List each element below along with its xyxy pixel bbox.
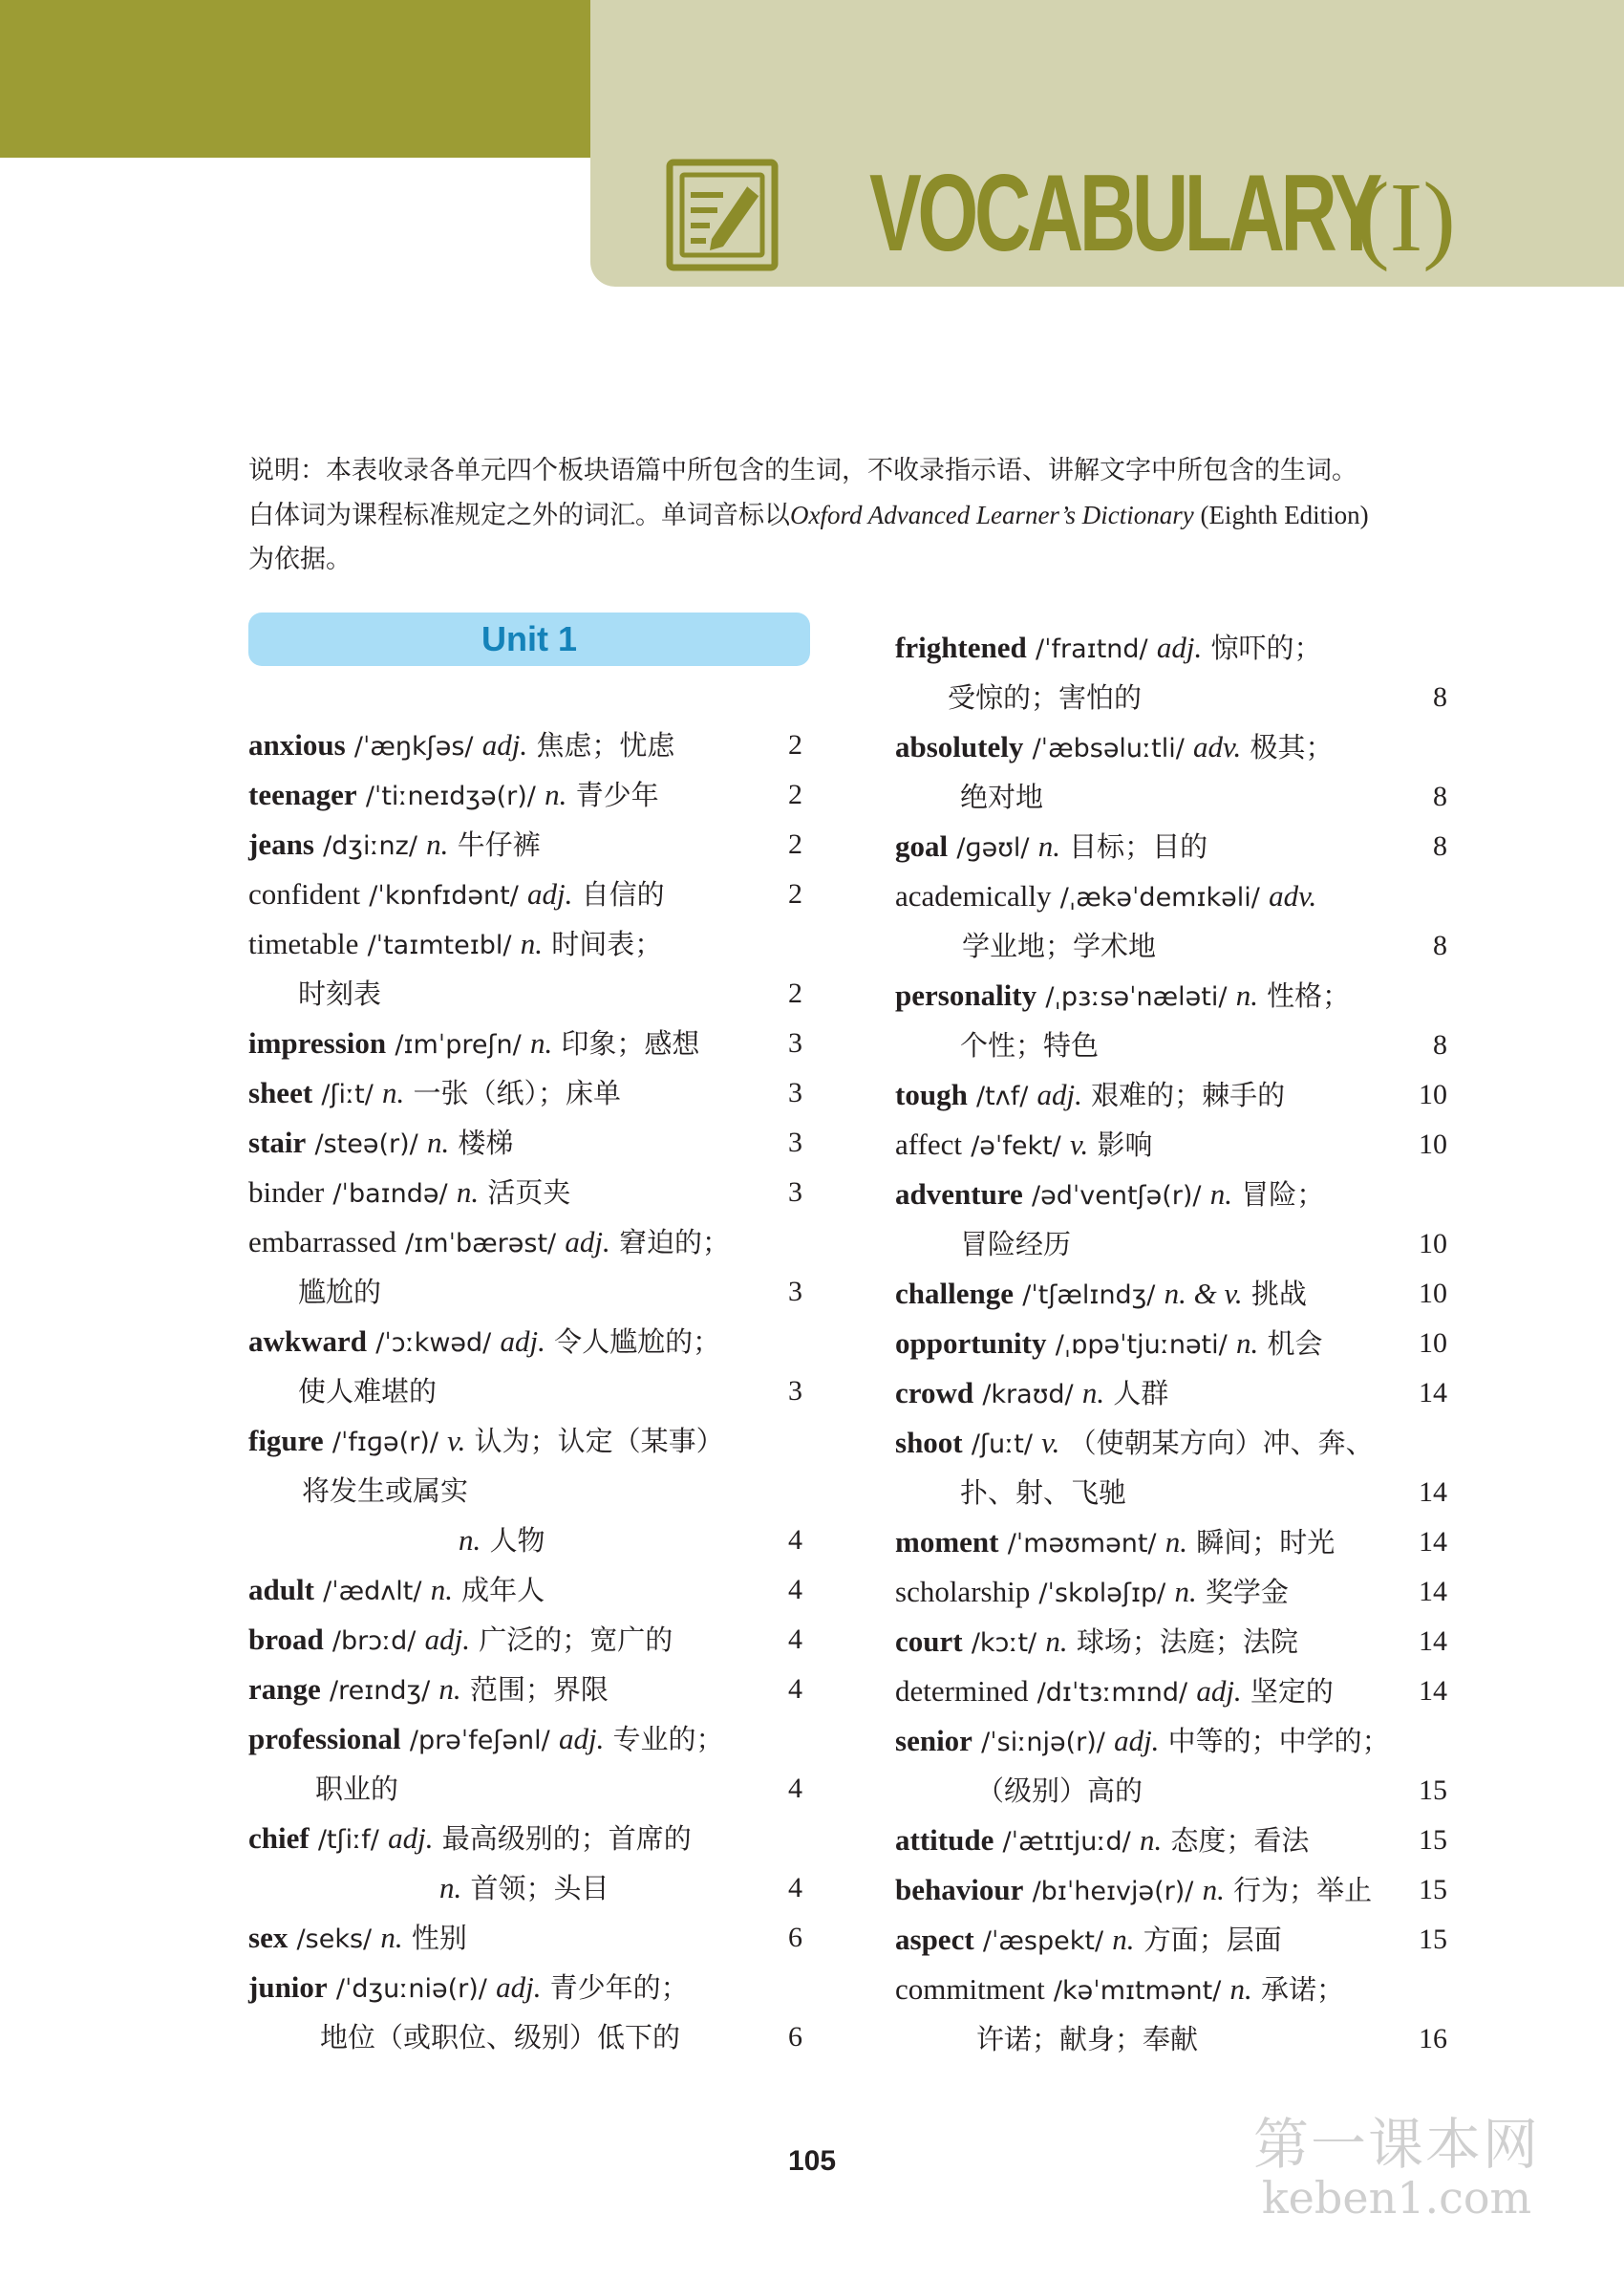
page-ref: 2: [788, 729, 802, 761]
headword: broad: [248, 1623, 324, 1656]
gloss: 目标；目的: [1069, 830, 1208, 863]
vocab-entry: [248, 1168, 802, 1217]
vocab-entry: [248, 1565, 802, 1615]
phonetic: /kəˈmɪtmənt/: [1053, 1976, 1222, 2006]
phonetic: /ˈæŋkʃəs/: [353, 732, 474, 762]
phonetic: /seks/: [296, 1924, 373, 1954]
headword: awkward: [248, 1324, 368, 1358]
headword: affect: [895, 1128, 962, 1161]
part-of-speech: adj.: [496, 1970, 542, 2004]
gloss: 扑、射、飞驰: [960, 1476, 1127, 1509]
phonetic: /tʃiːf/: [317, 1825, 379, 1855]
phonetic: /kraʊd/: [982, 1380, 1074, 1409]
gloss: 冒险经历: [960, 1228, 1072, 1260]
page-title: [869, 151, 1456, 285]
page-ref: 14: [1419, 1576, 1447, 1607]
gloss: （级别）高的: [976, 1774, 1143, 1807]
vocab-entry: [248, 1118, 802, 1168]
part-of-speech: n.: [1202, 1873, 1225, 1906]
phonetic: /reɪndʒ/: [329, 1676, 431, 1706]
gloss: 极其；: [1250, 731, 1334, 763]
phonetic: /ˈædʌlt/: [323, 1577, 422, 1606]
gloss: 窘迫的；: [618, 1226, 730, 1258]
gloss: 一张（纸）；床单: [413, 1077, 622, 1109]
page-ref: 4: [788, 1524, 802, 1556]
notes-line-2-a: 白体词为课程标准规定之外的词汇。单词音标以: [248, 501, 790, 530]
headword: commitment: [895, 1972, 1045, 2006]
notes-line-2-c: (Eighth Edition): [1193, 501, 1369, 529]
part-of-speech: n.: [1165, 1525, 1187, 1559]
page-ref: 8: [1433, 1029, 1447, 1061]
vocab-entry-continuation: [248, 2012, 802, 2062]
vocab-column-right: [895, 623, 1447, 2064]
page-ref: 16: [1419, 2023, 1447, 2054]
gloss: 专业的；: [612, 1723, 724, 1755]
page-ref: 3: [788, 1276, 802, 1307]
vocab-entry: [248, 1665, 802, 1714]
page-ref: 14: [1419, 1476, 1447, 1508]
vocab-entry: [248, 1317, 802, 1366]
vocab-entry: [895, 971, 1447, 1021]
gloss: 受惊的；害怕的: [948, 681, 1143, 714]
vocab-entry: [248, 1416, 802, 1466]
part-of-speech: n.: [1037, 829, 1060, 863]
gloss: 态度；看法: [1170, 1824, 1310, 1857]
vocab-entry-continuation: [248, 1267, 802, 1317]
headword: challenge: [895, 1277, 1014, 1310]
phonetic: /dʒiːnz/: [323, 831, 417, 861]
vocab-entry: [248, 1217, 802, 1267]
part-of-speech: adj.: [1036, 1078, 1082, 1111]
gloss: 人物: [489, 1524, 545, 1557]
page-ref: 8: [1433, 930, 1447, 961]
page-ref: 3: [788, 1375, 802, 1407]
part-of-speech: v.: [1070, 1128, 1089, 1161]
vocab-entry: [895, 871, 1447, 921]
gloss: 方面；层面: [1143, 1924, 1282, 1956]
part-of-speech: adj.: [500, 1324, 545, 1358]
page-ref: 3: [788, 1027, 802, 1059]
phonetic: /ɪmˈbærəst/: [405, 1229, 557, 1258]
phonetic: /ɪmˈpreʃn/: [395, 1030, 522, 1060]
part-of-speech: adv.: [1193, 730, 1242, 763]
part-of-speech: n.: [1235, 1326, 1259, 1360]
page-ref: 14: [1419, 1526, 1447, 1558]
gloss: 自信的: [581, 878, 665, 911]
phonetic: /kɔːt/: [971, 1628, 1037, 1658]
watermark-url: keben1.com: [1261, 2172, 1532, 2224]
phonetic: /ˈdʒuːniə(r)/: [335, 1974, 487, 2004]
part-of-speech: n.: [1112, 1923, 1135, 1956]
page-ref: 6: [788, 2021, 802, 2053]
phonetic: /ədˈventʃə(r)/: [1031, 1181, 1202, 1211]
part-of-speech: n.: [439, 1871, 462, 1904]
part-of-speech: adv.: [1269, 879, 1317, 913]
watermark-cn: 第一课本网: [1253, 2112, 1541, 2177]
gloss: 个性；特色: [960, 1029, 1100, 1062]
vocab-entry: [895, 1617, 1447, 1666]
phonetic: /əˈfekt/: [971, 1131, 1061, 1161]
vocab-entry: [248, 1019, 802, 1068]
title-numeral: (I): [1357, 162, 1456, 272]
page-ref: 2: [788, 779, 802, 810]
headword: court: [895, 1624, 963, 1658]
part-of-speech: v.: [447, 1424, 466, 1457]
part-of-speech: n.: [1174, 1575, 1197, 1608]
vocab-entry: [248, 820, 802, 870]
gloss: 承诺；: [1261, 1973, 1345, 2006]
vocab-entry: [895, 1319, 1447, 1368]
part-of-speech: n.: [1081, 1376, 1105, 1409]
headword: shoot: [895, 1426, 963, 1459]
unit-label: Unit 1: [481, 619, 577, 658]
vocab-entry: [248, 1615, 802, 1665]
vocab-entry: [248, 870, 802, 919]
gloss: 学业地；学术地: [962, 930, 1157, 962]
watermark: [1253, 2112, 1541, 2224]
vocab-entry-continuation: [895, 673, 1447, 722]
gloss: 许诺；献身；奉献: [976, 2023, 1199, 2055]
phonetic: /ˈsiːnjə(r)/: [981, 1728, 1105, 1757]
page-ref: 4: [788, 1574, 802, 1605]
gloss: （使朝某方向）冲、奔、: [1068, 1427, 1374, 1459]
vocab-entry: [248, 1714, 802, 1764]
headword: figure: [248, 1424, 324, 1457]
gloss: 地位（或职位、级别）低下的: [320, 2021, 681, 2053]
part-of-speech: adj.: [1196, 1674, 1242, 1708]
gloss: 广泛的；宽广的: [479, 1623, 673, 1656]
headword: teenager: [248, 778, 357, 811]
part-of-speech: n.: [430, 1573, 453, 1606]
part-of-speech: n.: [529, 1026, 553, 1060]
gloss: 印象；感想: [561, 1027, 700, 1060]
phonetic: /ˈæbsəluːtli/: [1032, 734, 1185, 763]
header-band-left: [0, 0, 592, 158]
page-ref: 15: [1419, 1824, 1447, 1856]
vocab-entry-continuation: [895, 1219, 1447, 1269]
part-of-speech: adj.: [527, 877, 573, 911]
page-number: 105: [787, 2145, 837, 2177]
vocab-entry-continuation: [895, 2014, 1447, 2064]
phonetic: /ɡəʊl/: [956, 833, 1030, 863]
part-of-speech: v.: [1041, 1426, 1060, 1459]
part-of-speech: n.: [426, 828, 449, 861]
vocab-entry-continuation: [248, 1516, 802, 1565]
phonetic: /ˈɔːkwəd/: [375, 1328, 492, 1358]
headword: embarrassed: [248, 1225, 396, 1258]
page-ref: 3: [788, 1127, 802, 1158]
page-ref: 4: [788, 1673, 802, 1705]
dictionary-title: Oxford Advanced Learner’s Dictionary: [790, 501, 1194, 529]
unit-heading: [248, 613, 810, 666]
headword: frightened: [895, 631, 1027, 664]
part-of-speech: adj.: [481, 728, 528, 762]
part-of-speech: n.: [1139, 1823, 1163, 1857]
page-ref: 10: [1419, 1129, 1447, 1160]
page-ref: 4: [788, 1773, 802, 1804]
vocab-entry: [895, 1517, 1447, 1567]
phonetic: /ˌækəˈdemɪkəli/: [1059, 883, 1260, 913]
gloss: 尴尬的: [298, 1276, 382, 1308]
headword: absolutely: [895, 730, 1024, 763]
vocab-entry-continuation: [248, 1466, 802, 1516]
headword: confident: [248, 877, 361, 911]
phonetic: /brɔːd/: [331, 1626, 417, 1656]
page-ref: 14: [1419, 1377, 1447, 1408]
vocab-entry: [895, 1567, 1447, 1617]
page-ref: 14: [1419, 1625, 1447, 1657]
part-of-speech: n.: [459, 1523, 481, 1557]
part-of-speech: adj.: [565, 1225, 610, 1258]
headword: opportunity: [895, 1326, 1047, 1360]
vocab-entry-continuation: [248, 1764, 802, 1814]
phonetic: /ˈskɒləʃɪp/: [1038, 1579, 1166, 1608]
gloss: 活页夹: [487, 1176, 571, 1209]
page-ref: 2: [788, 828, 802, 860]
part-of-speech: adj.: [1156, 631, 1203, 664]
page-ref: 8: [1433, 781, 1447, 812]
page-ref: 6: [788, 1922, 802, 1953]
gloss: 使人难堪的: [298, 1375, 438, 1408]
page-ref: 4: [788, 1623, 802, 1655]
page-ref: 10: [1419, 1278, 1447, 1309]
vocab-entry: [895, 1070, 1447, 1120]
phonetic: /ˈbaɪndə/: [332, 1179, 448, 1209]
headword: sheet: [248, 1076, 313, 1109]
headword: jeans: [248, 828, 314, 861]
vocab-entry: [248, 1068, 802, 1118]
vocab-entry: [248, 1913, 802, 1963]
notes-line-1: 说明：本表收录各单元四个板块语篇中所包含的生词，不收录指示语、讲解文字中所包含的生词。: [248, 456, 1357, 485]
part-of-speech: adj.: [1114, 1724, 1160, 1757]
vocab-entry-continuation: [895, 1021, 1447, 1070]
vocab-entry: [895, 722, 1447, 772]
gloss: 中等的；中学的；: [1167, 1725, 1390, 1757]
vocab-entry: [895, 1965, 1447, 2014]
phonetic: /dɪˈtɜːmɪnd/: [1036, 1678, 1188, 1708]
gloss: 奖学金: [1205, 1576, 1289, 1608]
vocab-entry: [248, 720, 802, 770]
headword: sex: [248, 1921, 288, 1954]
phonetic: /ˈtaɪmteɪbl/: [367, 931, 512, 960]
phonetic: /ˌɒpəˈtjuːnəti/: [1055, 1330, 1228, 1360]
phonetic: /ʃiːt/: [321, 1080, 374, 1109]
vocab-entry: [895, 1915, 1447, 1965]
part-of-speech: n.: [382, 1076, 405, 1109]
page-ref: 2: [788, 978, 802, 1009]
vocab-entry-continuation: [248, 1863, 802, 1913]
vocab-entry: [895, 1816, 1447, 1865]
gloss: 机会: [1267, 1327, 1323, 1360]
vocab-entry: [248, 1814, 802, 1863]
phonetic: /ˌpɜːsəˈnæləti/: [1045, 982, 1228, 1012]
headword: tough: [895, 1078, 968, 1111]
phonetic: /ˈtʃælɪndʒ/: [1022, 1280, 1156, 1310]
notes-line-2: [248, 493, 1471, 538]
gloss: 将发生或属实: [302, 1474, 469, 1507]
gloss: 最高级别的；首席的: [441, 1822, 692, 1855]
page-ref: 10: [1419, 1228, 1447, 1259]
page-ref: 8: [1433, 830, 1447, 862]
vocab-entry-continuation: [248, 969, 802, 1019]
gloss: 性格；: [1267, 979, 1351, 1012]
gloss: 挑战: [1250, 1278, 1307, 1310]
part-of-speech: n.: [1045, 1624, 1068, 1658]
page-ref: 10: [1419, 1079, 1447, 1110]
part-of-speech: n.: [1235, 978, 1258, 1012]
headword: adventure: [895, 1177, 1023, 1211]
gloss: 焦虑；忧虑: [536, 729, 675, 762]
vocab-entry: [895, 1269, 1447, 1319]
gloss: 球场；法庭；法院: [1076, 1625, 1298, 1658]
headword: professional: [248, 1722, 401, 1755]
part-of-speech: n.: [1209, 1177, 1232, 1211]
part-of-speech: n. & v.: [1164, 1277, 1243, 1310]
phonetic: /ˈfraɪtnd/: [1035, 634, 1148, 664]
headword: moment: [895, 1525, 999, 1559]
notebook-pencil-icon: [666, 159, 779, 271]
phonetic: /ˈtiːneɪdʒə(r)/: [365, 782, 536, 811]
gloss: 坚定的: [1250, 1675, 1334, 1708]
headword: crowd: [895, 1376, 974, 1409]
headword: aspect: [895, 1923, 974, 1956]
part-of-speech: n.: [456, 1175, 480, 1209]
page-ref: 8: [1433, 681, 1447, 713]
gloss: 惊吓的；: [1210, 632, 1322, 664]
vocab-entry: [248, 1963, 802, 2012]
page-ref: 10: [1419, 1327, 1447, 1359]
gloss: 牛仔裤: [457, 828, 541, 861]
part-of-speech: n.: [426, 1126, 450, 1159]
title-word: VOCABULARY: [869, 153, 1378, 274]
headword: determined: [895, 1674, 1029, 1708]
part-of-speech: n.: [520, 927, 543, 960]
gloss: 认为；认定（某事）: [474, 1425, 724, 1457]
page-ref: 14: [1419, 1675, 1447, 1707]
part-of-speech: n.: [545, 778, 567, 811]
vocab-entry: [895, 1418, 1447, 1468]
page-ref: 3: [788, 1077, 802, 1108]
headword: behaviour: [895, 1873, 1024, 1906]
headword: goal: [895, 829, 949, 863]
vocab-entry: [895, 1120, 1447, 1170]
part-of-speech: adj.: [388, 1821, 434, 1855]
vocab-entry: [895, 1716, 1447, 1766]
gloss: 青少年: [575, 779, 659, 811]
headword: personality: [895, 978, 1037, 1012]
gloss: 人群: [1113, 1377, 1169, 1409]
headword: scholarship: [895, 1575, 1031, 1608]
gloss: 职业的: [315, 1773, 399, 1805]
vocab-entry: [895, 1368, 1447, 1418]
part-of-speech: n.: [1229, 1972, 1252, 2006]
headword: range: [248, 1672, 321, 1706]
phonetic: /bɪˈheɪvjə(r)/: [1032, 1877, 1194, 1906]
vocab-entry: [248, 770, 802, 820]
headword: chief: [248, 1821, 310, 1855]
vocab-entry: [895, 1865, 1447, 1915]
part-of-speech: n.: [380, 1921, 403, 1954]
vocab-entry-continuation: [895, 921, 1447, 971]
page-ref: 15: [1419, 1874, 1447, 1905]
notes-line-3: 为依据。: [248, 545, 352, 574]
headword: academically: [895, 879, 1052, 913]
vocab-entry-continuation: [895, 1468, 1447, 1517]
vocab-entry: [895, 1666, 1447, 1716]
vocab-column-left: [248, 720, 802, 2062]
page-ref: 15: [1419, 1924, 1447, 1955]
gloss: 成年人: [461, 1574, 545, 1606]
vocab-entry-continuation: [895, 772, 1447, 822]
part-of-speech: n.: [438, 1672, 461, 1706]
gloss: 首领；头目: [470, 1872, 609, 1904]
headword: stair: [248, 1126, 307, 1159]
phonetic: /ˈætɪtjuːd/: [1002, 1827, 1131, 1857]
vocab-entry: [895, 822, 1447, 871]
phonetic: /ˈfɪɡə(r)/: [331, 1428, 438, 1457]
headword: impression: [248, 1026, 387, 1060]
gloss: 性别: [411, 1922, 467, 1954]
vocab-entry-continuation: [248, 1366, 802, 1416]
headword: anxious: [248, 728, 346, 762]
page-ref: 4: [788, 1872, 802, 1903]
phonetic: /ˈməʊmənt/: [1007, 1529, 1157, 1559]
gloss: 范围；界限: [469, 1673, 609, 1706]
phonetic: /ˈæspekt/: [982, 1926, 1104, 1956]
phonetic: /ʃuːt/: [971, 1430, 1033, 1459]
gloss: 楼梯: [458, 1127, 514, 1159]
phonetic: /steə(r)/: [314, 1129, 418, 1159]
notes-paragraph: [248, 449, 1471, 582]
headword: junior: [248, 1970, 328, 2004]
headword: timetable: [248, 927, 359, 960]
page-ref: 3: [788, 1176, 802, 1208]
phonetic: /tʌf/: [976, 1082, 1029, 1111]
gloss: 青少年的；: [549, 1971, 689, 2004]
gloss: 艰难的；棘手的: [1091, 1079, 1286, 1111]
gloss: 时间表；: [551, 928, 663, 960]
headword: attitude: [895, 1823, 994, 1857]
vocab-entry: [248, 919, 802, 969]
gloss: 影响: [1097, 1129, 1153, 1161]
phonetic: /prəˈfeʃənl/: [409, 1726, 550, 1755]
phonetic: /ˈkɒnfɪdənt/: [369, 881, 519, 911]
headword: adult: [248, 1573, 314, 1606]
gloss: 令人尴尬的；: [554, 1325, 721, 1358]
part-of-speech: adj.: [558, 1722, 605, 1755]
gloss: 时刻表: [298, 978, 382, 1010]
gloss: 瞬间；时光: [1196, 1526, 1336, 1559]
page-ref: 2: [788, 878, 802, 910]
vocab-entry: [895, 623, 1447, 673]
vocab-entry-continuation: [895, 1766, 1447, 1816]
gloss: 冒险；: [1241, 1178, 1325, 1211]
gloss: 行为；举止: [1233, 1874, 1373, 1906]
gloss: 绝对地: [960, 781, 1044, 813]
part-of-speech: adj.: [424, 1623, 470, 1656]
headword: binder: [248, 1175, 325, 1209]
page-ref: 15: [1419, 1774, 1447, 1806]
headword: senior: [895, 1724, 972, 1757]
vocab-entry: [895, 1170, 1447, 1219]
